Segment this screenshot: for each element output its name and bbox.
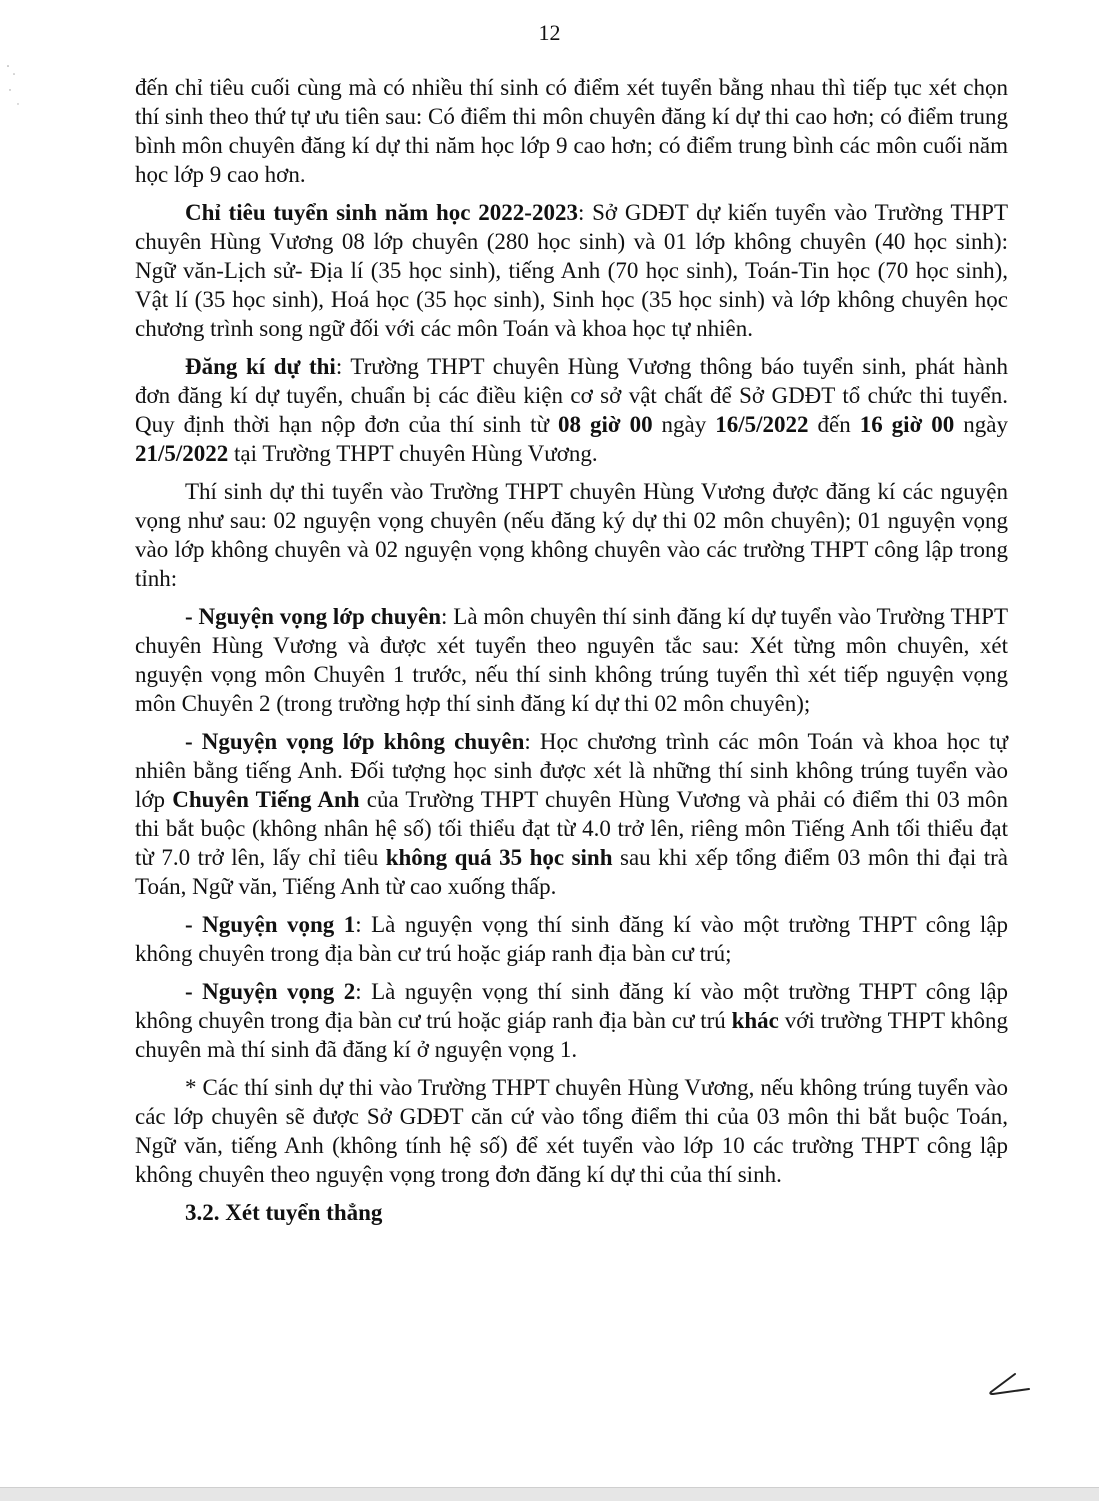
paragraph-tiebreak	[135, 73, 1008, 189]
page-number: 12	[538, 20, 561, 45]
scan-artifact	[4, 60, 24, 120]
paragraph-text: đến chỉ tiêu cuối cùng mà có nhiều thí sinh có điểm xét tuyển bằng nhau thì tiếp tục xét chọn thí sinh theo thứ tự ưu tiên sau: Có điểm thi môn chuyên đăng kí dự thi cao hơn; có điểm trung bình môn chuyên đăng kí dự thi năm học lớp 9 cao hơn; có điểm trung bình các môn cuối năm học lớp 9 cao hơn.	[135, 75, 1008, 187]
paragraph-bold: Đăng kí dự thi	[185, 354, 336, 379]
paragraph-text: : Học chương trình các môn Toán và khoa học tự nhiên bằng tiếng Anh. Đối tượng học sinh được xét là những thí sinh không trúng tuyển vào lớp	[135, 729, 1009, 812]
paragraph-text: đến	[808, 412, 860, 437]
paragraph-text: sau khi xếp tổng điểm 03 môn thi đại trà Toán, Ngữ văn, Tiếng Anh từ cao xuống thấp.	[135, 845, 1008, 899]
paragraph-text: tại Trường THPT chuyên Hùng Vương.	[228, 441, 598, 466]
paragraph-registration	[135, 352, 1008, 468]
paragraph-non-specialized-choice	[135, 727, 1008, 901]
paragraph-choice-2	[135, 977, 1008, 1064]
paragraph-bold: Chuyên Tiếng Anh	[172, 787, 360, 812]
paragraph-text: : Trường THPT chuyên Hùng Vương thông báo tuyển sinh, phát hành đơn đăng kí dự tuyển, chuẩn bị các điều kiện cơ sở vật chất để Sở GDĐT tổ chức thi tuyển. Quy định thời hạn nộp đơn của thí sinh từ	[135, 354, 1008, 437]
start-date: 16/5/2022	[715, 412, 809, 437]
paragraph-text: Thí sinh dự thi tuyển vào Trường THPT chuyên Hùng Vương được đăng kí các nguyện vọng như sau: 02 nguyện vọng chuyên (nếu đăng ký dự thi 02 môn chuyên); 01 nguyện vọng vào lớp không chuyên và 02 nguyện vọng không chuyên vào các trường THPT công lập trong tỉnh:	[135, 479, 1008, 591]
paragraph-text: : Là nguyện vọng thí sinh đăng kí vào một trường THPT công lập không chuyên trong địa bàn cư trú hoặc giáp ranh địa bàn cư trú;	[135, 912, 1008, 966]
paragraph-bold: - Nguyện vọng lớp không chuyên	[185, 729, 525, 754]
paragraph-text: : Là môn chuyên thí sinh đăng kí dự tuyển vào Trường THPT chuyên Hùng Vương và được xét tuyển theo nguyên tắc sau: Xét từng môn chuyên, xét nguyện vọng môn Chuyên 1 trước, nếu thí sinh không trúng tuyển thì xét tiếp nguyện vọng môn Chuyên 2 (trong trường hợp thí sinh đăng kí dự thi 02 môn chuyên);	[135, 604, 1008, 716]
paragraph-bold: không quá 35 học sinh	[385, 845, 613, 870]
paragraph-note	[135, 1073, 1008, 1189]
paragraph-enrollment-quota	[135, 198, 1008, 343]
section-heading: 3.2. Xét tuyển thẳng	[185, 1200, 383, 1225]
paragraph-text: của Trường THPT chuyên Hùng Vương và phải có điểm thi 03 môn thi bắt buộc (không nhân hệ số) tối thiểu đạt từ 4.0 trở lên, riêng môn Tiếng Anh tối thiểu đạt từ 7.0 trở lên, lấy chỉ tiêu	[135, 787, 1008, 870]
paragraph-text: với trường THPT không chuyên mà thí sinh đã đăng kí ở nguyện vọng 1.	[135, 1008, 1008, 1062]
paragraph-bold: - Nguyện vọng 2	[185, 979, 356, 1004]
start-time: 08 giờ 00	[557, 412, 653, 437]
paragraph-text: ngày	[652, 412, 716, 437]
paragraph-aspirations	[135, 477, 1008, 593]
paragraph-specialized-choice	[135, 602, 1008, 718]
paragraph-bold: - Nguyện vọng lớp chuyên	[185, 604, 442, 629]
paragraph-text: : Sở GDĐT dự kiến tuyển vào Trường THPT chuyên Hùng Vương 08 lớp chuyên (280 học sinh) và 01 lớp không chuyên (40 học sinh): Ngữ văn-Lịch sử- Địa lí (35 học sinh), tiếng Anh (70 học sinh), Toán-Tin học (70 học sinh), Vật lí (35 học sinh), Hoá học (35 học sinh), Sinh học (35 học sinh) và lớp không chuyên học chương trình song ngữ đối với các môn Toán và khoa học tự nhiên.	[135, 200, 1008, 341]
paragraph-text: ngày	[954, 412, 1008, 437]
paragraph-text: * Các thí sinh dự thi vào Trường THPT chuyên Hùng Vương, nếu không trúng tuyển vào các lớp chuyên sẽ được Sở GDĐT căn cứ vào tổng điểm thi của 03 môn thi bắt buộc Toán, Ngữ văn, tiếng Anh (không tính hệ số) để xét tuyển vào lớp 10 các trường THPT công lập không chuyên theo nguyện vọng trong đơn đăng kí dự thi của thí sinh.	[135, 1075, 1008, 1187]
paragraph-text: : Là nguyện vọng thí sinh đăng kí vào một trường THPT công lập không chuyên trong địa bàn cư trú hoặc giáp ranh địa bàn cư trú	[135, 979, 1008, 1033]
scan-bottom-edge	[0, 1487, 1099, 1501]
document-body	[135, 73, 1008, 1236]
paragraph-bold: - Nguyện vọng 1	[185, 912, 356, 937]
initials-mark-icon	[985, 1370, 1035, 1405]
paragraph-bold: Chỉ tiêu tuyển sinh năm học 2022-2023	[185, 200, 578, 225]
paragraph-bold: khác	[731, 1008, 779, 1033]
paragraph-choice-1	[135, 910, 1008, 968]
end-time: 16 giờ 00	[859, 412, 955, 437]
end-date: 21/5/2022	[135, 441, 229, 466]
